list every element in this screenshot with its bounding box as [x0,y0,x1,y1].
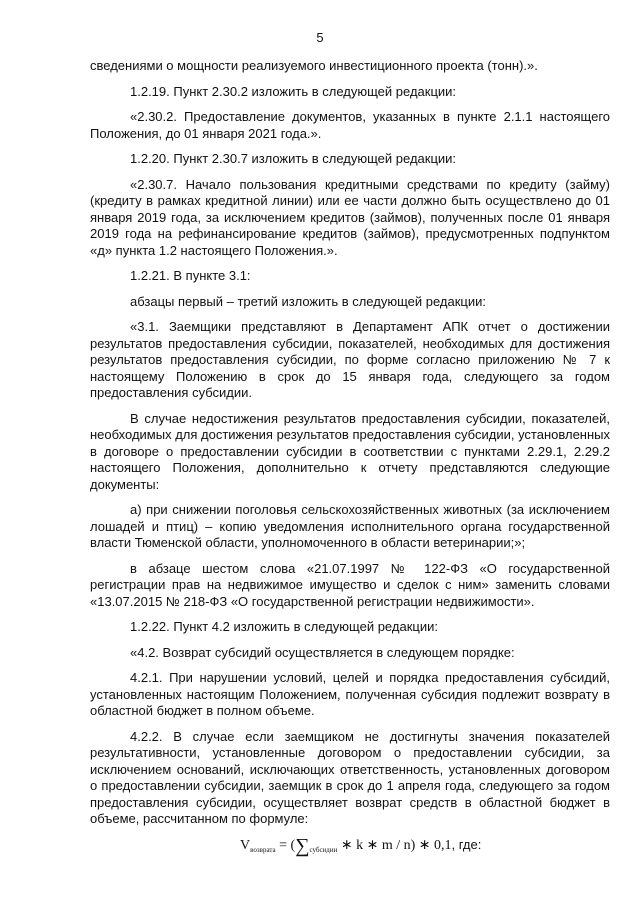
paragraph-nedostizhenie: В случае недостижения результатов предоставления субсидии, показателей, необходимых для достижения результатов предоставления субсидии, установленных в договоре о предоставлении субсидии в соответствии с пунктами 2.29.1, 2.29.2 настоящего Положения, дополнительно к отчету представляются следующие документы: [90,410,610,492]
page-number: 5 [316,30,324,45]
document-body [90,58,610,858]
refund-formula [90,834,610,859]
formula-equals: = ( [275,837,296,853]
paragraph-item-a: а) при снижении поголовья сельскохозяйственных животных (за исключением лошадей и птиц) – копию уведомления исполнительного органа государственной власти Тюменской области, уполномоченного в области ветеринарии;»; [90,502,610,550]
paragraph-1-2-19: 1.2.19. Пункт 2.30.2 изложить в следующей редакции: [130,83,457,99]
formula-sum-sign: ∑ [295,834,310,857]
paragraph-4-2-1: 4.2.1. При нарушении условий, целей и порядка предоставления субсидий, установленных настоящим Положением, полученная субсидия подлежит возврату в областной бюджет в полном объеме. [90,670,610,718]
formula-body: ∗ k ∗ m / n) ∗ 0,1 [337,837,452,853]
formula-lhs: V [240,837,251,853]
paragraph-abzatsy: абзацы первый – третий изложить в следующей редакции: [130,293,487,309]
paragraph-1-2-22: 1.2.22. Пункт 4.2 изложить в следующей редакции: [130,619,438,634]
paragraph-2-30-2: «2.30.2. Предоставление документов, указанных в пункте 2.1.1 настоящего Положения, до 01 января 2021 года.». [90,109,610,141]
formula-lhs-subscript: возврата [250,845,276,854]
paragraph-3-1: «3.1. Заемщики представляют в Департамент АПК отчет о достижении результатов предоставления субсидии, показателей, необходимых для достижения результатов предоставления субсидии, по форме согласно приложению № 7 к настоящему Положению в срок до 15 января года, следующего за годом предоставления субсидии. [90,319,610,400]
paragraph-abzats-shestoy: в абзаце шестом слова «21.07.1997 № 122-ФЗ «О государственной регистрации прав на недвижимое имущество и сделок с ним» заменить словами «13.07.2015 № 218-ФЗ «О государственной регистрации недвижимости». [90,560,610,609]
paragraph-1-2-21: 1.2.21. В пункте 3.1: [130,268,251,283]
paragraph-4-2: «4.2. Возврат субсидий осуществляется в следующем порядке: [130,644,515,660]
paragraph-4-2-2: 4.2.2. В случае если заемщиком не достигнуты значения показателей результативности, установленные договором о предоставлении субсидии, за исключением оснований, исключающих ответственность, установленных договором о предоставлении субсидии, заемщик в срок до 1 апреля года, следующего за годом предоставления субсидии, осуществляет возврат средств в областной бюджет в объеме, рассчитанном по формуле: [90,728,610,826]
paragraph-1-2-20: 1.2.20. Пункт 2.30.7 изложить в следующей редакции: [130,151,457,166]
formula-trailing-text: , где: [451,836,482,852]
paragraph-continuation: сведениями о мощности реализуемого инвестиционного проекта (тонн).». [90,58,538,73]
formula-sum-subscript: субсидии [309,845,338,854]
paragraph-2-30-7: «2.30.7. Начало пользования кредитными средствами по кредиту (займу) (кредиту в рамках кредитной линии) или ее части должно быть осуществлено до 01 января 2019 года, за исключением кредитов (займов), полученных после 01 января 2019 года на рефинансирование кредитов (займов), предусмотренных подпунктом «д» пункта 1.2 настоящего Положения.». [90,176,610,258]
